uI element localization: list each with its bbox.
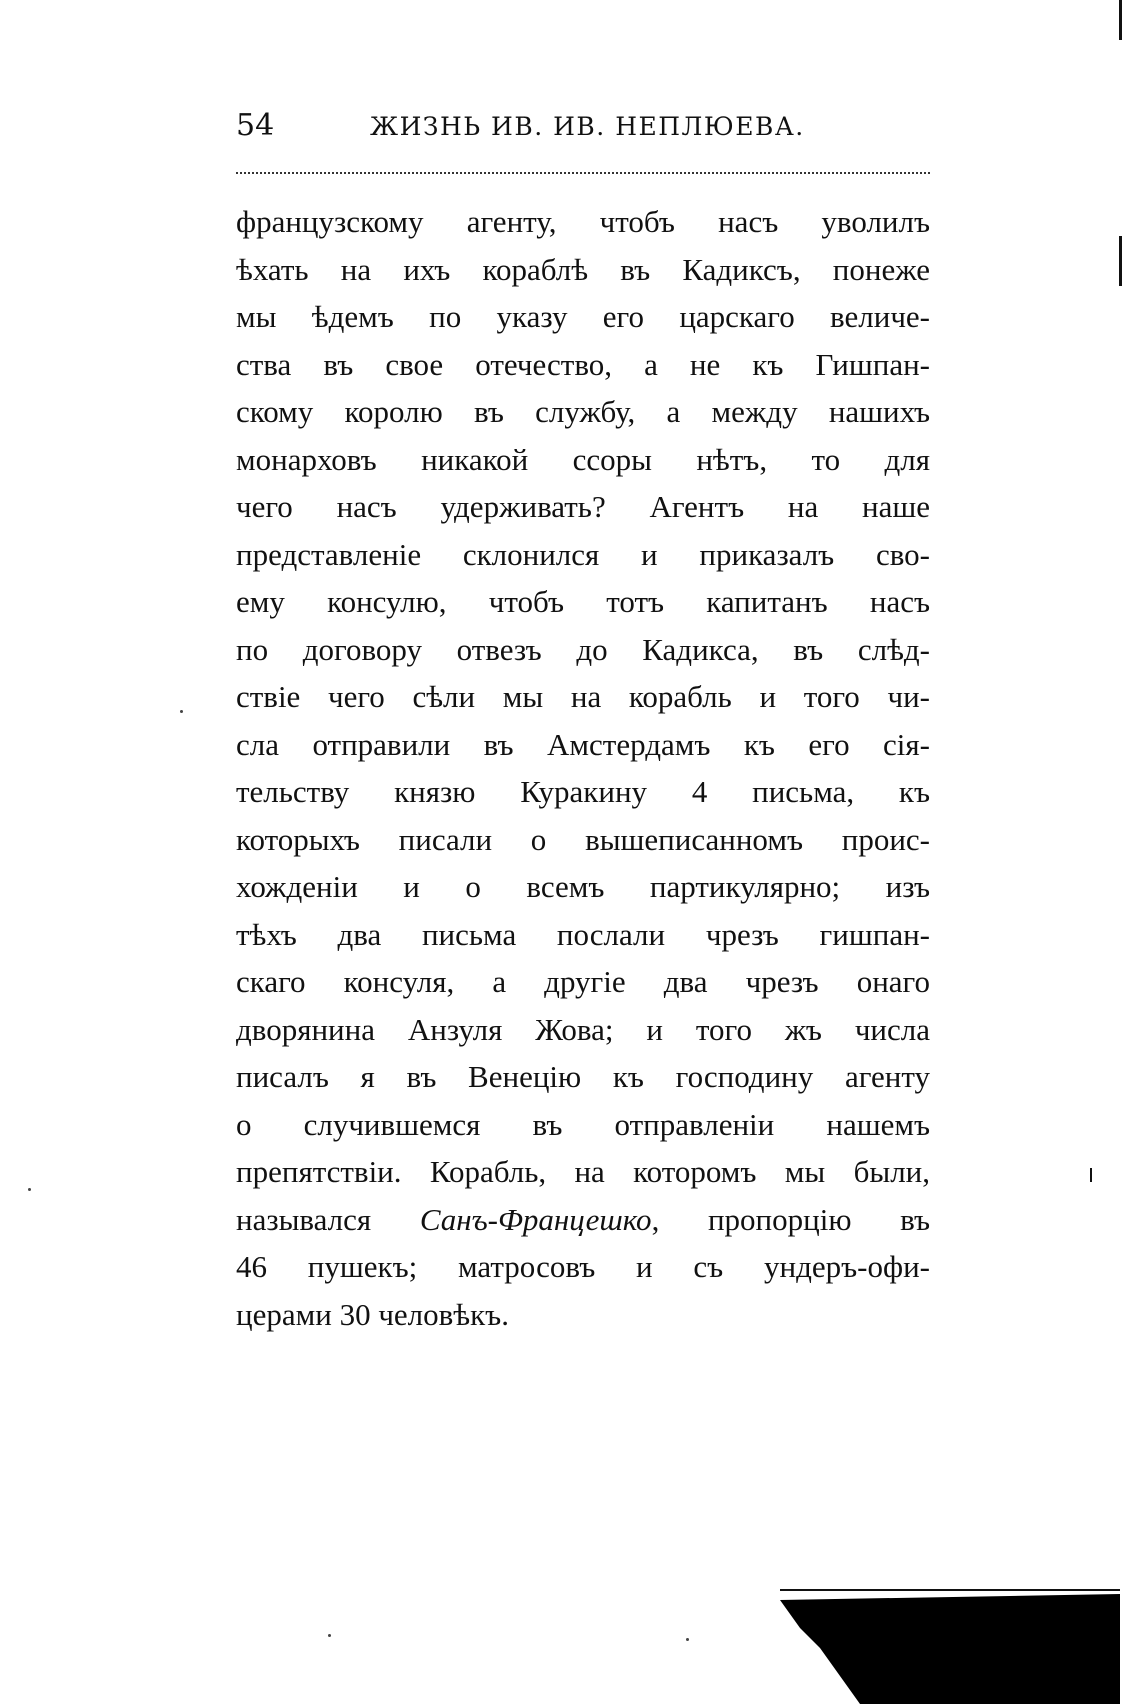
ship-name-italic: Санъ-Францешко (419, 1201, 652, 1237)
text-line: тельству князю Куракину 4 письма, къ (236, 774, 930, 809)
text-line: скаго консуля, а другіе два чрезъ онаго (236, 964, 930, 999)
scan-edge-mark-lower (1090, 1168, 1092, 1182)
text-line: сла отправили въ Амстердамъ къ его сія- (236, 726, 930, 762)
scan-speck (328, 1634, 331, 1637)
text-line: хожденіи и о всемъ партикулярно; изъ (236, 869, 930, 904)
text-line: ствіе чего сѣли мы на корабль и того чи- (236, 679, 930, 714)
text-line: 46 пушекъ; матросовъ и съ ундеръ-офи- (236, 1249, 930, 1284)
text-line: монарховъ никакой ссоры нѣтъ, то для (236, 441, 930, 477)
text-line: мы ѣдемъ по указу его царскаго величе- (236, 299, 930, 334)
text-line: чего насъ удерживать? Агентъ на наше (236, 489, 930, 524)
text-line: которыхъ писали о вышеписанномъ проис- (236, 821, 930, 857)
running-header (236, 108, 932, 156)
text-fragment: , пропорцію въ (651, 1201, 931, 1237)
text-line: ему консулю, чтобъ тотъ капитанъ насъ (236, 584, 930, 619)
body-text (236, 198, 930, 1338)
text-line: ѣхать на ихъ кораблѣ въ Кадиксъ, понеже (236, 251, 930, 287)
text-fragment: назывался (236, 1201, 420, 1237)
scan-edge-mark-middle (1119, 236, 1122, 286)
text-line: дворянина Анзуля Жова; и того жъ числа (236, 1011, 930, 1047)
scan-edge-mark-top (1119, 0, 1122, 40)
text-line: представленіе склонился и приказалъ сво- (236, 536, 930, 572)
scan-speck (686, 1638, 689, 1641)
running-title: ЖИЗНЬ ИВ. ИВ. НЕПЛЮЕВА. (370, 112, 805, 141)
text-line-ship-name (236, 1196, 930, 1244)
text-line: о случившемся въ отправленіи нашемъ (236, 1106, 930, 1142)
scan-shadow (780, 1588, 1140, 1704)
scan-shadow-fill (780, 1594, 1120, 1704)
text-line: французскому агенту, чтобъ насъ уволилъ (236, 204, 930, 239)
text-line: писалъ я въ Венецію къ господину агенту (236, 1059, 930, 1094)
text-line: по договору отвезъ до Кадикса, въ слѣд- (236, 631, 930, 667)
text-line: ства въ свое отечество, а не къ Гишпан- (236, 346, 930, 382)
text-line: скому королю въ службу, а между нашихъ (236, 394, 930, 429)
text-line: препятствіи. Корабль, на которомъ мы были, (236, 1154, 930, 1189)
text-line-final: церами 30 человѣкъ. (236, 1296, 509, 1332)
text-line: тѣхъ два письма послали чрезъ гишпан- (236, 916, 930, 952)
page-number: 54 (236, 108, 275, 143)
scan-speck (28, 1188, 31, 1191)
scan-speck (180, 710, 183, 713)
header-rule (236, 172, 930, 174)
